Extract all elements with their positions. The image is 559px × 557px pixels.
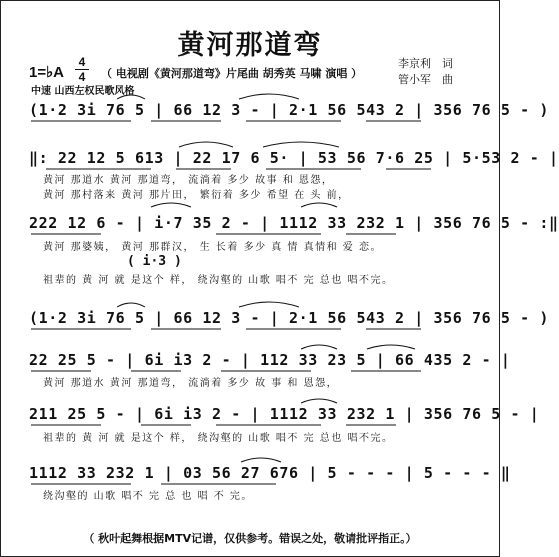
slur xyxy=(179,142,233,147)
time-signature-top: 4 xyxy=(78,55,86,69)
slur xyxy=(367,345,415,349)
slur xyxy=(151,203,191,207)
slur xyxy=(241,458,281,462)
score-line-3: 222 12 6 - | i·7 35 2 - | 1112 33 232 1 | 356 76 5 - :‖ xyxy=(29,214,559,232)
key-signature: 1=♭A xyxy=(29,64,65,81)
notation-lines xyxy=(1,1,499,556)
song-title: 黄河那道弯 xyxy=(177,30,323,61)
score-line-7: 1112 33 232 1 | 03 56 27 676 | 5 - - - | 5 - - - ‖ xyxy=(29,464,511,482)
lyric-line: 黄河 那道水 黄河 那道弯， 流淌着 多少 故 事 和 恩怨， xyxy=(43,378,339,389)
tempo-marking: 中速 山西左权民歌风格 xyxy=(31,86,135,97)
slur xyxy=(301,203,337,207)
lyric-line: 黄河 那村落来 黄河 那片田， 繁衍着 多少 希望 在 头 前， xyxy=(43,190,350,201)
time-signature-bottom: 4 xyxy=(78,70,86,84)
lyric-line: 黄河 那道水 黄河 那道弯， 流淌着 多少 故事 和 恩怨， xyxy=(43,175,334,186)
slur xyxy=(301,399,337,403)
slur xyxy=(263,142,339,147)
lyricist-credit: 李京利 词 xyxy=(398,57,453,70)
lyric-line: 祖辈的 黄 河 就 是这个 样， 绕沟壑的 山歌 唱不 完 总也 唱不完。 xyxy=(43,275,394,286)
score-line-1: (1·2 3i 76 5 | 66 12 3 - | 2·1 56 543 2 | 356 76 5 - ) xyxy=(29,101,550,119)
score-line-5: 22 25 5 - | 6i i3 2 - | 112 33 23 5 | 66 435 2 - | xyxy=(29,351,511,369)
slur xyxy=(301,345,337,349)
lyric-line: 黄河 那婆姨， 黄河 那群汉， 生 长着 多少 真 情 真情和 爱 恋。 xyxy=(43,242,382,253)
composer-credit: 管小军 曲 xyxy=(398,73,453,86)
slur xyxy=(117,95,145,99)
footer-note: （ 秋叶起舞根据MTV记谱，仅供参考。错误之处，敬请批评指正。） xyxy=(83,532,417,545)
slur xyxy=(239,302,299,307)
slur xyxy=(117,303,145,307)
slur xyxy=(239,94,299,99)
score-line-4: (1·2 3i 76 5 | 66 12 3 - | 2·1 56 543 2 | 356 76 5 - ) xyxy=(29,309,550,327)
subtitle: （ 电视剧《黄河那道弯》片尾曲 胡秀英 马啸 演唱 ） xyxy=(101,67,363,80)
score-line-6: 211 25 5 - | 6i i3 2 - | 1112 33 232 1 | 356 76 5 - | xyxy=(29,405,540,423)
lyric-line: 祖辈的 黄 河 就 是这个 样， 绕沟壑的 山歌 唱不 完 总也 唱不完。 xyxy=(43,433,394,444)
alternate-notes: ( i·3 ) xyxy=(127,254,182,269)
score-line-2: ‖: 22 12 5 613 | 22 17 6 5· | 53 56 7·6 25 | 5·53 2 - | xyxy=(29,149,559,167)
lyric-line: 绕沟壑的 山歌 唱不 完 总 也 唱 不 完。 xyxy=(43,491,253,502)
